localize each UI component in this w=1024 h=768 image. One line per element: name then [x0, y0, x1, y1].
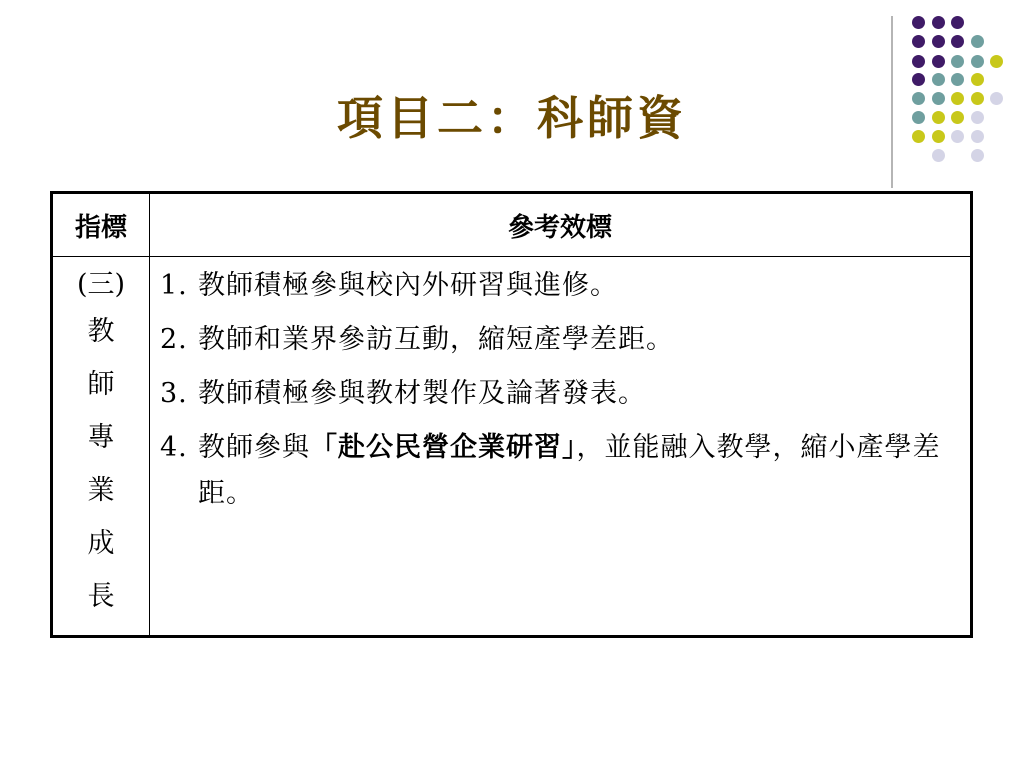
- item-text: 教師和業界參訪互動，縮短產學差距。: [198, 324, 674, 355]
- criteria-item: [160, 317, 962, 363]
- page-title: 項目二：科師資: [337, 91, 687, 145]
- indicator-number: (三): [76, 269, 126, 300]
- item-text: [198, 425, 962, 517]
- decorative-dot: [971, 35, 984, 48]
- decorative-dot: [951, 55, 964, 68]
- criteria-item: [160, 371, 962, 417]
- criteria-item: [160, 263, 962, 309]
- item-text-emphasis: 「赴公民營企業研習」: [310, 432, 577, 463]
- header-reference-criteria: 參考效標: [150, 193, 972, 257]
- indicator-char: 長: [87, 581, 115, 612]
- indicator-cell: [52, 257, 150, 637]
- indicator-char: 教: [87, 316, 115, 347]
- indicator-char: 業: [87, 475, 115, 506]
- criteria-list-cell: [150, 257, 972, 637]
- decorative-dot: [912, 35, 925, 48]
- item-text-post: ，並能融入教學，縮小產學差距。: [198, 432, 941, 509]
- decorative-dot: [971, 149, 984, 162]
- indicator-char: 師: [87, 369, 115, 400]
- decorative-dot: [951, 35, 964, 48]
- decorative-dot: [951, 16, 964, 29]
- criteria-item: [160, 425, 962, 517]
- decorative-dot: [990, 55, 1003, 68]
- indicator-char: 成: [87, 528, 115, 559]
- decorative-dot: [971, 55, 984, 68]
- decorative-dot: [932, 55, 945, 68]
- table-header-row: [52, 193, 972, 257]
- decorative-dot: [932, 35, 945, 48]
- item-text: 教師積極參與教材製作及論著發表。: [198, 378, 646, 409]
- decorative-dot: [932, 16, 945, 29]
- criteria-table: [50, 191, 973, 638]
- item-number: 2.: [160, 324, 188, 355]
- item-number: 3.: [160, 378, 188, 409]
- decorative-dot: [912, 16, 925, 29]
- decorative-dot: [912, 55, 925, 68]
- item-number: 4.: [160, 432, 188, 463]
- header-indicator: 指標: [52, 193, 150, 257]
- decorative-dot: [932, 149, 945, 162]
- item-text: 教師積極參與校內外研習與進修。: [198, 270, 618, 301]
- item-text-pre: 教師參與: [198, 432, 310, 463]
- table-row: [52, 257, 972, 637]
- item-number: 1.: [160, 270, 188, 301]
- indicator-label: [53, 305, 149, 623]
- indicator-char: 專: [87, 422, 115, 453]
